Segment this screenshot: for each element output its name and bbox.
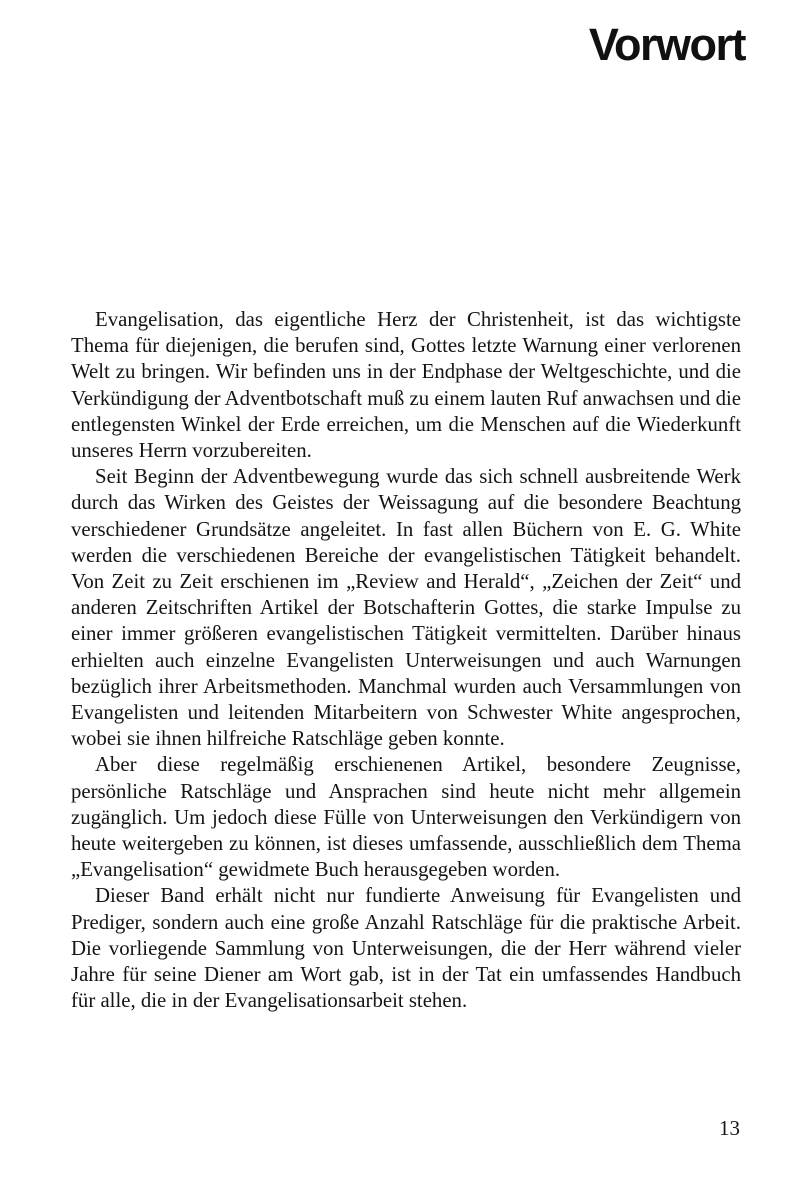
paragraph-1: Evangelisation, das eigentliche Herz der Christenheit, ist das wichtigste Thema für diejenigen, die berufen sind, Gottes letzte Warnung einer verlorenen Welt zu bringen. Wir befinden uns in der Endphase der Weltgeschichte, und die Verkündigung der Adventbotschaft muß zu einem lauten Ruf anwachsen und die entlegensten Winkel der Erde erreichen, um die Menschen auf die Wiederkunft unseres Herrn vorzubereiten.: [71, 308, 741, 463]
paragraph-4: Dieser Band erhält nicht nur fundierte Anweisung für Evangelisten und Prediger, sondern auch eine große Anzahl Ratschläge für die praktische Arbeit. Die vorliegende Sammlung von Unterweisungen, die der Herr während vieler Jahre für seine Diener am Wort gab, ist in der Tat ein umfassendes Handbuch für alle, die in der Evangelisationsarbeit stehen.: [71, 884, 741, 1013]
page-title: Vorwort: [588, 19, 745, 70]
page-number: 13: [719, 1116, 740, 1140]
paragraph-2: Seit Beginn der Adventbewegung wurde das sich schnell ausbreitende Werk durch das Wirken des Geistes der Weissagung auf die besondere Beachtung verschiedener Grundsätze angeleitet. In fast allen Büchern von E. G. White werden die verschiedenen Bereiche der evangelistischen Tätigkeit behandelt. Von Zeit zu Zeit erschienen im „Review and Herald“, „Zeichen der Zeit“ und anderen Zeitschriften Artikel der Botschafterin Gottes, die starke Impulse zu einer immer größeren evangelistischen Tätigkeit vermittelten. Darüber hinaus erhielten auch einzelne Evangelisten Unterweisungen und auch Warnungen bezüglich ihrer Arbeitsmethoden. Manchmal wurden auch Versammlungen von Evangelisten und leitenden Mitarbeitern von Schwester White angesprochen, wobei sie ihnen hilfreiche Ratschläge geben konnte.: [71, 465, 741, 751]
preface-body: [71, 307, 741, 1014]
paragraph-3: Aber diese regelmäßig erschienenen Artikel, besondere Zeugnisse, persönliche Ratschläge und Ansprachen sind heute nicht mehr allgemein zugänglich. Um jedoch diese Fülle von Unterweisungen den Verkündigern von heute weitergeben zu können, ist dieses umfassende, ausschließlich dem Thema „Evangelisation“ gewidmete Buch herausgegeben worden.: [71, 753, 741, 882]
